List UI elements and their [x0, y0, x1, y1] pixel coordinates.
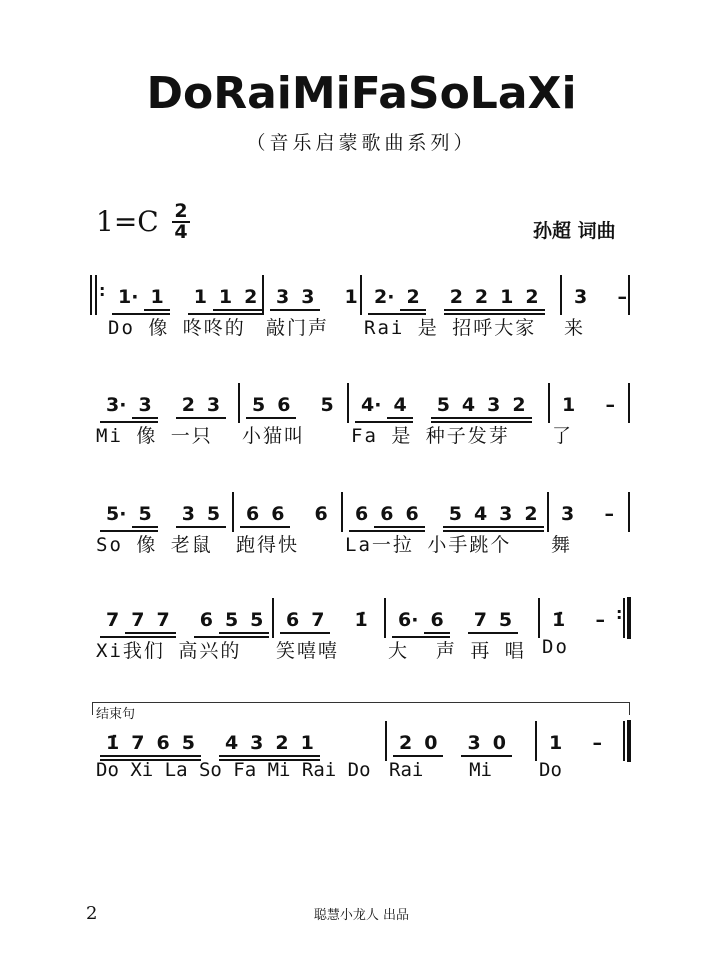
lyric: Xi我们 高兴的	[96, 640, 242, 662]
note: 1̇	[100, 733, 125, 761]
note: 0	[487, 733, 512, 757]
note-group	[543, 733, 568, 755]
staff-line	[0, 504, 723, 564]
note-group	[468, 610, 518, 634]
note: 1̇	[552, 609, 566, 631]
note: 5	[132, 504, 157, 532]
note: 3	[461, 733, 486, 757]
note: 6	[349, 504, 374, 532]
note-group	[188, 287, 264, 315]
note: 2	[519, 287, 544, 315]
note: 3	[493, 504, 518, 532]
lyric: Do	[542, 636, 569, 658]
note: 2	[393, 733, 418, 757]
note: 2	[469, 287, 494, 315]
note: 7	[305, 610, 330, 634]
note: 6	[240, 504, 265, 528]
note: 5	[201, 504, 226, 528]
note: 5	[493, 610, 518, 634]
note-group	[586, 733, 608, 755]
note-group	[112, 287, 170, 315]
note-group	[443, 504, 544, 532]
note: 3	[201, 395, 226, 419]
note: 4	[219, 733, 244, 761]
dash-note: –	[592, 732, 602, 754]
repeat-start-dots: :	[99, 281, 106, 300]
staff-line	[0, 395, 723, 455]
note-group	[314, 395, 339, 417]
barline	[90, 275, 92, 315]
note: 4·	[355, 395, 387, 423]
lyric: Rai Mi	[389, 759, 492, 781]
note: 6	[424, 610, 449, 638]
note-group	[611, 287, 633, 309]
publisher-credit: 聪慧小龙人 出品	[313, 908, 410, 923]
note: 2	[269, 733, 294, 761]
note: 3	[481, 395, 506, 423]
note: 5	[244, 610, 269, 638]
lyric: 大 声 再 唱	[388, 640, 526, 662]
note: 1	[562, 394, 576, 416]
dash-note: –	[617, 286, 627, 308]
note: 7	[468, 610, 493, 634]
note-group	[556, 395, 581, 417]
lyric: 来	[564, 317, 586, 339]
lyric: 了	[552, 425, 574, 447]
repeat-end-dots: :	[616, 604, 623, 623]
note-group	[308, 504, 333, 526]
note-group	[240, 504, 290, 528]
note: 7	[125, 733, 150, 761]
time-signature-bottom: 4	[174, 221, 188, 243]
note-group	[100, 733, 201, 761]
note: 3	[244, 733, 269, 761]
note: 1	[144, 287, 169, 315]
note: 1	[344, 286, 358, 308]
note: 3	[561, 503, 575, 525]
note-group	[246, 395, 296, 419]
lyric: La一拉 小手跳个	[345, 534, 512, 556]
note: 1	[295, 733, 320, 761]
note-group	[368, 287, 426, 315]
note: 6	[194, 610, 219, 638]
note-group	[100, 610, 176, 638]
note: 1	[549, 732, 563, 754]
staff-line	[0, 281, 723, 347]
note: 1	[213, 287, 238, 315]
note: 3	[132, 395, 157, 423]
note: 5	[219, 610, 244, 638]
note: 2	[518, 504, 543, 532]
note: 2	[176, 395, 201, 419]
note-group	[338, 287, 363, 309]
note: 5·	[100, 504, 132, 532]
note-group	[100, 504, 158, 532]
note: 3	[176, 504, 201, 528]
note-group	[194, 610, 270, 638]
note: 5	[431, 395, 456, 423]
note-group	[349, 504, 425, 532]
song-title: DoRaiMiFaSoLaXi	[146, 68, 577, 119]
note-group	[598, 504, 620, 526]
lyric: Do 像 咚咚的	[108, 317, 246, 339]
lyric: 小猫叫	[242, 425, 306, 447]
lyric: 舞	[551, 534, 573, 556]
composer-credit: 孙超 词曲	[533, 220, 616, 242]
time-signature-top: 2	[172, 202, 190, 223]
note: 5	[320, 394, 334, 416]
note: 2	[444, 287, 469, 315]
time-signature	[172, 202, 190, 242]
note: 4	[387, 395, 412, 423]
note-group	[599, 395, 621, 417]
note: 6	[399, 504, 424, 532]
note: 1·	[112, 287, 144, 315]
note: 6·	[392, 610, 424, 638]
key-signature: 1=C	[96, 205, 159, 238]
barline	[628, 383, 630, 423]
note: 3	[270, 287, 295, 311]
ending-label: 结束句	[96, 707, 136, 722]
note: 5	[246, 395, 271, 419]
lyric: 敲门声	[266, 317, 330, 339]
note: 6	[280, 610, 305, 634]
note: 5	[176, 733, 201, 761]
note: 6	[150, 733, 175, 761]
song-subtitle: （音乐启蒙歌曲系列）	[246, 132, 477, 154]
lyric: Do	[539, 759, 562, 781]
note-group	[568, 287, 593, 309]
note-group	[589, 610, 611, 632]
note: 3	[295, 287, 320, 311]
note: 6	[265, 504, 290, 528]
note: 2	[506, 395, 531, 423]
note-group	[176, 395, 226, 419]
note-group	[348, 610, 373, 632]
note: 3	[574, 286, 588, 308]
note: 2·	[368, 287, 400, 315]
note: 1	[188, 287, 213, 315]
note: 4	[456, 395, 481, 423]
page-number: 2	[86, 903, 98, 924]
note: 1̇	[354, 609, 368, 631]
ending-bracket	[92, 702, 630, 715]
note-group	[280, 610, 330, 634]
note-group	[393, 733, 443, 757]
note: 7	[125, 610, 150, 638]
dash-note: –	[605, 394, 615, 416]
note: 2	[238, 287, 263, 315]
note: 2	[400, 287, 425, 315]
note-group	[355, 395, 413, 423]
lyric: Rai 是 招呼大家	[364, 317, 537, 339]
note: 3·	[100, 395, 132, 423]
dash-note: –	[604, 503, 614, 525]
note: 6	[271, 395, 296, 419]
note-group	[431, 395, 532, 423]
note-group	[219, 733, 320, 761]
lyric: 跑得快	[236, 534, 300, 556]
staff-line	[0, 733, 723, 793]
lyric: Mi 像 一只	[96, 425, 213, 447]
note: 0	[418, 733, 443, 757]
note: 7	[150, 610, 175, 638]
note: 6	[374, 504, 399, 532]
note-group	[461, 733, 511, 757]
note-group	[100, 395, 158, 423]
note: 7	[100, 610, 125, 638]
dash-note: –	[595, 609, 605, 631]
barline	[628, 492, 630, 532]
note: 5	[443, 504, 468, 532]
note: 1	[494, 287, 519, 315]
lyric: So 像 老鼠	[96, 534, 213, 556]
lyric: 笑嘻嘻	[276, 640, 340, 662]
note-group	[176, 504, 226, 528]
staff-line	[0, 604, 723, 670]
note-group	[270, 287, 320, 311]
note-group	[392, 610, 450, 638]
note-group	[546, 610, 571, 632]
lyric: Fa 是 种子发芽	[351, 425, 510, 447]
note-group	[444, 287, 545, 315]
lyric: Do Xi La So Fa Mi Rai Do	[96, 759, 371, 781]
note: 6	[314, 503, 328, 525]
note: 4	[468, 504, 493, 532]
note-group	[555, 504, 580, 526]
